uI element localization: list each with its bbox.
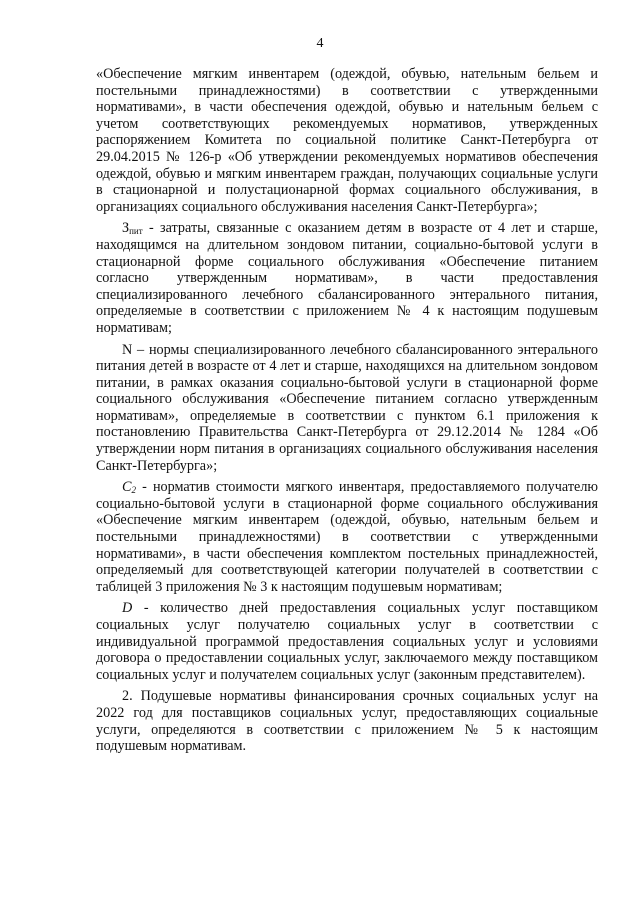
definition-n (96, 342, 598, 475)
formula-symbol: N (122, 341, 133, 358)
definition-c2 (96, 479, 598, 595)
definition-text: – нормы специализированного лечебного сбалансированного энтерального питания детей в возрасте от 4 лет и старше, находящихся на длительном зондовом питании, в рамках оказания социально-бытовой услуги в стационарной форме социального обслуживания «Обеспечение питанием согласно утвержденным нормативам», определяемые в соответствии с пунктом 6.1 приложения к постановлению Правительства Санкт-Петербурга от 29.12.2014 № 1284 «Об утверждении норм питания в организациях социального обслуживания населения Санкт-Петербурга»; (96, 341, 598, 474)
paragraph-item-2 (96, 688, 598, 754)
formula-symbol: $З_{пит}$ (122, 220, 143, 237)
definition-text: - затраты, связанные с оказанием детям в возрасте от 4 лет и старше, находящимся на длительном зондовом питании, социально-бытовой услуги в стационарной форме социального обслуживания «Обеспечение питанием согласно утвержденным нормативам», в части предоставления специализированного лечебного сбалансированного энтерального питания, определяемые в соответствии с приложением № 4 к настоящим подушевым нормативам; (96, 220, 598, 336)
paragraph-text: «Обеспечение мягким инвентарем (одеждой, обувью, нательным бельем и постельными принадлежностями) в соответствии с утвержденными нормативами», в части обеспечения одеждой, обувью и нательным бельем с учетом соответствующих рекомендуемых нормативов, утвержденных распоряжением Комитета по социальной политике Санкт-Петербурга от 29.04.2015 № 126-р «Об утверждении рекомендуемых нормативов обеспечения одеждой, обувью и мягким инвентарем граждан, получающих социальные услуги в стационарной и полустационарной формах социального обслуживания, в организациях социального обслуживания населения Санкт-Петербурга»; (96, 66, 598, 215)
formula-symbol: $C_2$ (122, 479, 136, 496)
definition-text: - количество дней предоставления социальных услуг поставщиком социальных услуг получателю социальных услуг в соответствии с индивидуальной программой предоставления социальных услуг и условиями договора о предоставлении социальных услуг, заключаемого между поставщиком социальных услуг и получателем социальных услуг (законным представителем). (96, 600, 598, 683)
definition-z-pit (96, 220, 598, 336)
formula-subscript: пит (129, 226, 143, 237)
formula-subscript: 2 (131, 485, 136, 496)
definition-text: - норматив стоимости мягкого инвентаря, предоставляемого получателю социально-бытовой услуги в стационарной форме социального обслуживания «Обеспечение мягким инвентарем (одеждой, обувью, нательным бельем и постельными принадлежностями) в соответствии с утвержденными нормативами», в части обеспечения комплектом постельных принадлежностей, определяемый для соответствующей категории получателей в соответствии с таблицей 3 приложения № 3 к настоящим подушевым нормативам; (96, 479, 598, 595)
page-number: 4 (316, 36, 324, 51)
formula-symbol: D (122, 600, 133, 617)
paragraph-continuation (96, 66, 598, 215)
definition-d (96, 600, 598, 683)
document-body (96, 66, 598, 755)
paragraph-text: 2. Подушевые нормативы финансирования срочных социальных услуг на 2022 год для поставщиков социальных услуг, предоставляющих социальные услуги, определяются в соответствии с приложением № 5 к настоящим подушевым нормативам. (96, 688, 598, 755)
